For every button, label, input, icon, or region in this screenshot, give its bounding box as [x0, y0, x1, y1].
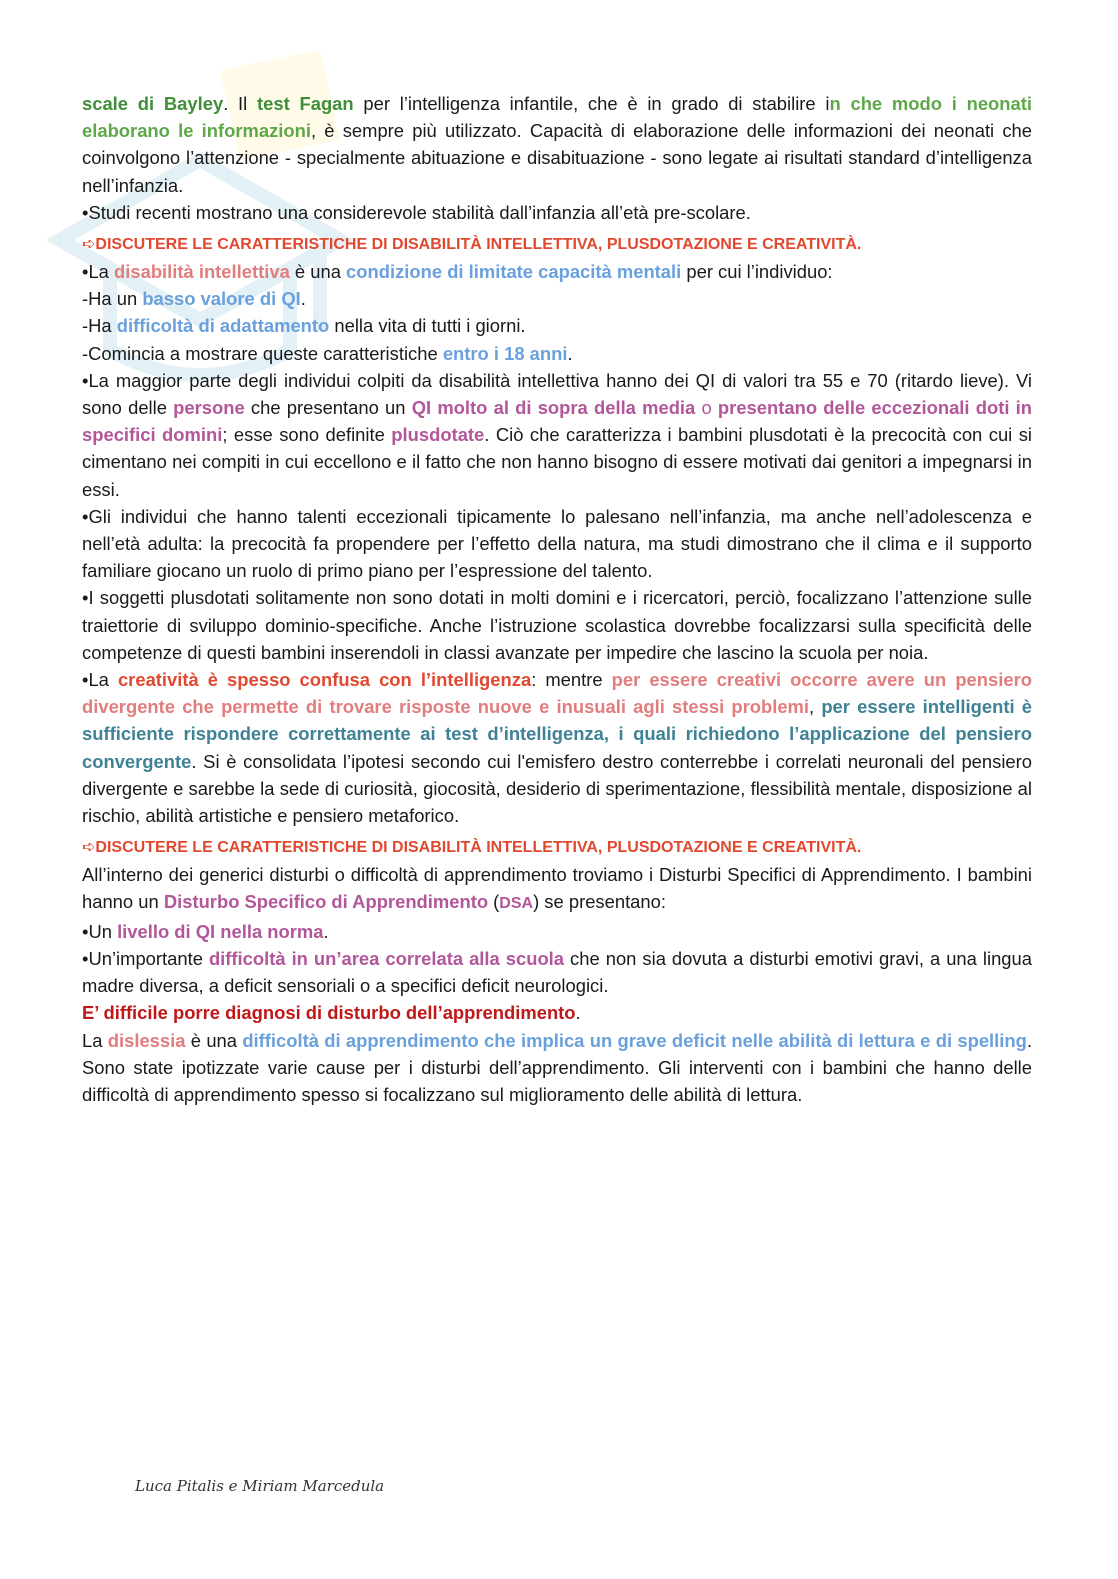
highlight-phrase: difficoltà di adattamento: [116, 315, 330, 337]
text-run: . Sono state ipotizzate varie cause per i disturbi dell’apprendimento. Gli interventi con i bambini che hanno delle difficoltà di apprendimento spesso si focalizzano sul miglioramento delle abilità di lettura.: [82, 1029, 1032, 1105]
text-run: .: [323, 920, 329, 942]
text-run: per l’intelligenza infantile, che è in grado di stabilire i: [353, 93, 830, 114]
text-run: -Ha: [82, 315, 117, 337]
highlight-phrase: livello di QI nella norma: [117, 920, 324, 942]
list-item: [82, 312, 1032, 339]
term: disabilità intellettiva: [114, 261, 290, 283]
highlight-phrase: n che modo i neonati elaborano le informazioni: [82, 93, 1032, 142]
text-run: •Un’importante: [82, 947, 209, 969]
text-run: ,: [809, 696, 822, 718]
text-run: che non sia dovuta a disturbi emotivi gravi, a una lingua madre diversa, a deficit sensoriali o a specifici deficit neurologici.: [82, 947, 1032, 997]
acronym: DSA: [499, 895, 534, 913]
paragraph: [82, 1027, 1032, 1109]
text-run: ) se presentano:: [533, 891, 666, 913]
term-bayley: scale di Bayley: [82, 93, 224, 114]
text-run: ; esse sono definite: [222, 424, 392, 446]
text-run: All’interno dei generici disturbi o difficoltà di apprendimento troviamo i Disturbi Specifici di Apprendimento. I bambini hanno un: [82, 864, 1032, 913]
paragraph: [82, 999, 1032, 1026]
text-run: che presentano un: [244, 397, 412, 419]
text-run: . Il: [223, 93, 258, 114]
text-run: .: [300, 288, 306, 310]
text-run: : mentre: [531, 669, 612, 691]
section-heading: ➪DISCUTERE LE CARATTERISTICHE DI DISABILITÀ INTELLETTIVA, PLUSDOTAZIONE E CREATIVITÀ.: [82, 236, 862, 254]
paragraph: [82, 367, 1032, 503]
highlight-phrase: creatività è spesso confusa con l’intelligenza: [117, 669, 532, 691]
term: dislessia: [107, 1029, 186, 1051]
text-run: -Ha un: [82, 288, 143, 310]
highlight-phrase: per essere intelligenti è sufficiente rispondere correttamente ai test d’intelligenza, i quali richiedono l’applicazione del pensiero convergente: [82, 696, 1032, 772]
highlight-phrase: persone: [173, 397, 245, 419]
text-run: è una: [185, 1029, 243, 1051]
text-run: . Ciò che caratterizza i bambini plusdotati è la precocità con cui si cimentano nei compiti in cui eccellono e il fatto che non hanno bisogno di essere motivati dai genitori a impegnarsi in essi.: [82, 424, 1032, 500]
paragraph: [82, 666, 1032, 829]
list-item: [82, 918, 1032, 945]
definition: difficoltà di apprendimento che implica un grave deficit nelle abilità di lettura e di spelling: [242, 1029, 1027, 1051]
highlight-phrase: QI molto al di sopra della media: [411, 397, 696, 419]
text-run: -Comincia a mostrare queste caratteristiche: [82, 342, 443, 364]
text-run: •La: [82, 669, 118, 691]
highlight-phrase: per essere creativi occorre avere un pensiero divergente che permette di trovare risposte nuove e inusuali agli stessi problemi: [82, 669, 1032, 718]
highlight-phrase: basso valore di QI: [142, 288, 301, 310]
text-run: •La: [82, 261, 115, 283]
text-run: •La maggior parte degli individui colpiti da disabilità intellettiva hanno dei QI di valori tra 55 e 70 (ritardo lieve). Vi sono delle: [82, 369, 1032, 419]
text-run: •Un: [82, 920, 118, 942]
highlight-phrase: entro i 18 anni: [442, 342, 568, 364]
highlight-phrase: presentano delle eccezionali doti in specifici domini: [82, 397, 1032, 446]
text-run: per cui l’individuo:: [681, 261, 833, 283]
highlight-phrase: difficoltà in un’area correlata alla scuola: [208, 947, 565, 969]
term-fagan: test Fagan: [257, 93, 354, 114]
paragraph: [82, 90, 1032, 199]
text-run: , è sempre più utilizzato. Capacità di elaborazione delle informazioni dei neonati che coinvolgono l’attenzione - specialmente abituazione e disabituazione - sono legate ai risultati standard d’intelligenza nell’infanzia.: [82, 120, 1032, 196]
term: Disturbo Specifico di Apprendimento: [163, 891, 489, 913]
paragraph: •I soggetti plusdotati solitamente non sono dotati in molti domini e i ricercatori, perciò, focalizzano l’attenzione sulle traiettorie di sviluppo dominio-specifiche. Anche l’istruzione scolastica dovrebbe focalizzarsi sulla specificità delle competenze di questi bambini inserendoli in classi avanzate per impedire che lascino la scuola per noia.: [82, 587, 1032, 663]
text-run: (: [488, 891, 500, 913]
author-signature: Luca Pitalis e Miriam Marcedula: [135, 1477, 385, 1495]
list-item: [82, 340, 1032, 367]
term: plusdotate: [391, 424, 485, 446]
paragraph: [82, 861, 1032, 917]
text-run: La: [82, 1029, 108, 1051]
text-run: è una: [289, 261, 347, 283]
list-item: [82, 945, 1032, 999]
definition: condizione di limitate capacità mentali: [346, 261, 682, 283]
text-run: .: [575, 1002, 581, 1024]
paragraph: •Gli individui che hanno talenti eccezionali tipicamente lo palesano nell’infanzia, ma anche nell’adolescenza e nell’età adulta: la precocità fa propendere per l’effetto della natura, ma studi dimostrano che il clima e il supporto familiare giocano un ruolo di primo piano per l’espressione del talento.: [82, 505, 1032, 582]
text-run: nella vita di tutti i giorni.: [329, 315, 526, 337]
paragraph: [82, 258, 1032, 285]
document-body: [82, 90, 1032, 1108]
section-heading: ➪DISCUTERE LE CARATTERISTICHE DI DISABILITÀ INTELLETTIVA, PLUSDOTAZIONE E CREATIVITÀ.: [82, 839, 862, 857]
list-item: [82, 285, 1032, 312]
highlight-phrase: E’ difficile porre diagnosi di disturbo dell’apprendimento: [82, 1002, 576, 1024]
text-run: o: [695, 397, 718, 419]
text-run: .: [567, 342, 573, 364]
text-run: . Si è consolidata l’ipotesi secondo cui l'emisfero destro conterrebbe i correlati neuronali del pensiero divergente e sarebbe la sede di curiosità, giocosità, desiderio di sperimentazione, flessibilità mentale, disposizione al rischio, abilità artistiche e pensiero metaforico.: [82, 750, 1032, 827]
paragraph: •Studi recenti mostrano una considerevole stabilità dall’infanzia all’età pre-scolare.: [82, 201, 751, 223]
